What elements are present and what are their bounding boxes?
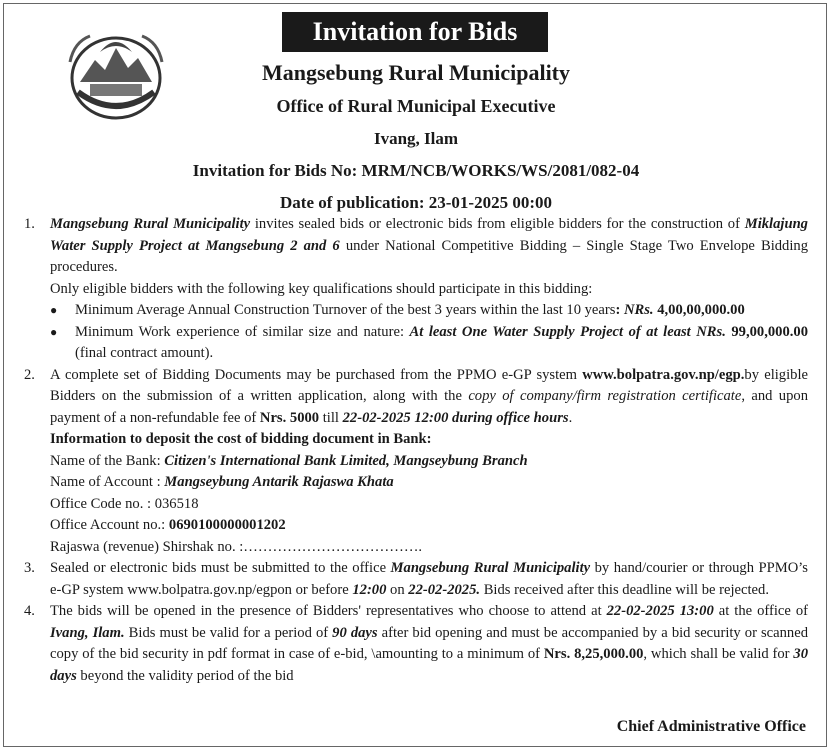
egp-link[interactable]: www.bolpatra.gov.np/egp. — [582, 366, 745, 383]
account-name-row: Name of Account : Mangseybung Antarik Rajaswa Khata — [50, 474, 394, 490]
clause-number: 1. — [24, 216, 35, 232]
office-location: Ivang, Ilam — [373, 129, 459, 148]
clause-number: 2. — [24, 366, 35, 383]
clause-1: 1. Mangsebung Rural Municipality invites sealed bids or electronic bids from eligible bidders for the construction of Miklajung Water Supply Project at Mangsebung 2 and 6 under National Competitive Bidding – Single Stage Two Envelope Bidding procedures. — [24, 216, 808, 275]
office-code-row: Office Code no. : 036518 — [50, 495, 199, 512]
bullet-icon: ● — [50, 303, 58, 317]
municipality-name: Mangsebung Rural Municipality — [261, 60, 571, 85]
clause-2: 2. A complete set of Bidding Documents may be purchased from the PPMO e-GP system www.bolpatra.gov.np/egp.by eligible Bidders on the submission of a written application, along with the copy of company/firm registration certificate, and upon payment of a non-refundable fee of Nrs. 5000 till 22-02-2025 12:00 during office hours. — [24, 366, 808, 426]
signature-block: Chief Administrative Office — [616, 718, 806, 735]
office-name: Office of Rural Municipal Executive — [276, 96, 556, 116]
bank-info-heading: Information to deposit the cost of bidding document in Bank: — [50, 431, 432, 447]
clause-number: 4. — [24, 603, 35, 619]
qualification-turnover: ● Minimum Average Annual Construction Turnover of the best 3 years within the last 10 years: NRs. 4,00,00,000.00 — [0, 300, 832, 322]
bullet-icon: ● — [50, 324, 58, 339]
ifb-number: Invitation for Bids No: MRM/NCB/WORKS/WS/2081/082-04 — [192, 161, 640, 180]
clause-number: 3. — [24, 560, 35, 576]
bank-name-row: Name of the Bank: Citizen's International Bank Limited, Mangseybung Branch — [50, 452, 528, 469]
publication-date: Date of publication: 23-01-2025 00:00 — [280, 193, 552, 212]
clause-3: 3. Sealed or electronic bids must be submitted to the office Mangsebung Rural Municipality by hand/courier or through PPMO’s e-GP system www.bolpatra.gov.np/egpon or before 12:00 on 22-02-2025. Bids received after this deadline will be rejected. — [24, 560, 808, 598]
rajaswa-row: Rajaswa (revenue) Shirshak no. :………………………………. — [50, 538, 423, 555]
office-account-row: Office Account no.: 0690100000001202 — [50, 517, 286, 533]
eligibility-intro: Only eligible bidders with the following key qualifications should participate in this bidding: — [50, 280, 593, 297]
document-body — [0, 214, 832, 687]
clause-4: 4. The bids will be opened in the presence of Bidders' representatives who choose to attend at 22-02-2025 13:00 at the office of Ivang, Ilam. Bids must be valid for a period of 90 days after bid opening and must be accompanied by a bid security or scanned copy of the bid security in pdf format in case of e-bid, \amounting to a minimum of Nrs. 8,25,000.00, which shall be valid for 30 days beyond the validity period of the bid — [24, 603, 809, 684]
qualification-experience: ● Minimum Work experience of similar size and nature: At least One Water Supply Project of at least NRs. 99,00,000.00 (final contract amount). — [50, 323, 808, 361]
document-title: Invitation for Bids — [282, 12, 548, 52]
